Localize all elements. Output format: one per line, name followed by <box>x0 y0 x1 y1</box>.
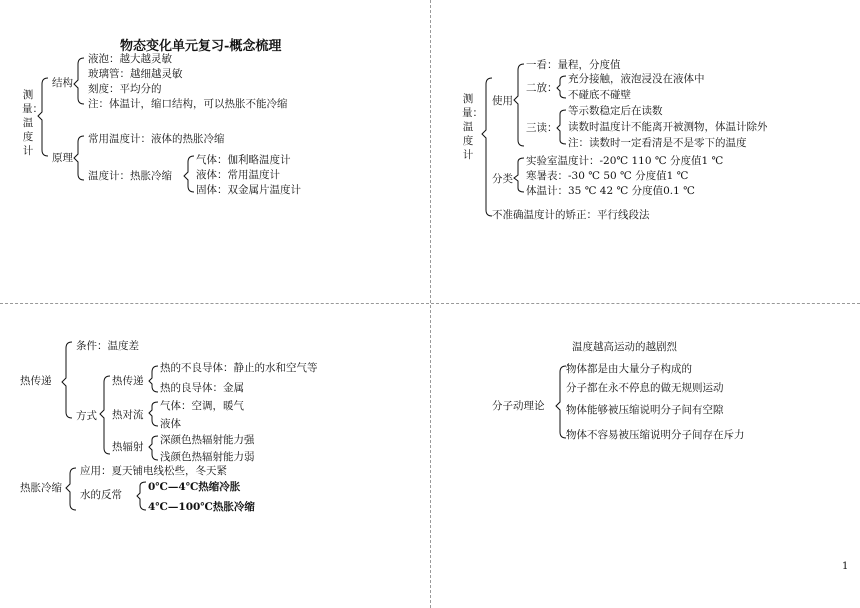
root-char: 测 <box>462 93 474 105</box>
root-char: 量： <box>22 103 43 115</box>
root-char: 度 <box>462 135 474 147</box>
usage-step-read: 三读： <box>526 122 558 134</box>
structure-item: 玻璃管：越细越灵敏 <box>88 68 183 80</box>
structure-item: 液泡：越大越灵敏 <box>88 53 172 65</box>
node-structure: 结构 <box>52 77 73 89</box>
usage-step-place: 二放： <box>526 82 558 94</box>
node-thermal-expansion: 热胀冷缩 <box>20 482 62 494</box>
thermometer-type-item: 液体：常用温度计 <box>196 169 280 181</box>
molecular-item: 分子都在永不停息的做无规则运动 <box>566 382 724 394</box>
root-char: 量： <box>462 107 483 119</box>
structure-item: 注：体温计，缩口结构，可以热胀不能冷缩 <box>88 98 288 110</box>
classification-item: 寒暑表：-30 ℃ 50 ℃ 分度值1 ℃ <box>526 170 689 182</box>
anomaly-item: 0℃—4℃热缩冷胀 <box>148 481 241 493</box>
conduction-item: 热的不良导体：静止的水和空气等 <box>160 362 318 374</box>
place-item: 不碰底不碰壁 <box>568 89 631 101</box>
root-char: 计 <box>22 145 34 157</box>
molecular-item: 物体能够被压缩说明分子间有空隙 <box>566 404 724 416</box>
read-item: 等示数稳定后在读数 <box>568 105 663 117</box>
node-calibration: 不准确温度计的矫正：平行线段法 <box>492 209 650 221</box>
application-item: 应用：夏天铺电线松些，冬天紧 <box>80 465 227 477</box>
place-item: 充分接触，液泡浸没在液体中 <box>568 73 705 85</box>
radiation-item: 浅颜色热辐射能力弱 <box>160 451 255 463</box>
convection-item: 液体 <box>160 418 181 430</box>
node-principle: 原理 <box>52 152 73 164</box>
root-char: 测 <box>22 89 34 101</box>
root-char: 计 <box>462 149 474 161</box>
node-usage: 使用 <box>492 95 513 107</box>
method-radiation: 热辐射 <box>112 441 144 453</box>
convection-item: 气体：空调，暖气 <box>160 400 244 412</box>
classification-item: 实验室温度计：-20℃ 110 ℃ 分度值1 ℃ <box>526 155 724 167</box>
heading-temperature-motion: 温度越高运动的越剧烈 <box>572 341 677 353</box>
root-char: 温 <box>462 121 474 133</box>
root-char: 温 <box>22 117 34 129</box>
node-methods: 方式 <box>76 410 97 422</box>
structure-item: 刻度：平均分的 <box>88 83 162 95</box>
conduction-item: 热的良导体：金属 <box>160 382 244 394</box>
usage-step-look: 一看：量程，分度值 <box>526 59 621 71</box>
molecular-item: 物体都是由大量分子构成的 <box>566 363 692 375</box>
node-molecular-kinetic-theory: 分子动理论 <box>492 400 545 412</box>
condition-item: 条件：温度差 <box>76 340 139 352</box>
principle-item: 常用温度计：液体的热胀冷缩 <box>88 133 225 145</box>
molecular-item: 物体不容易被压缩说明分子间存在斥力 <box>566 429 745 441</box>
method-convection: 热对流 <box>112 409 144 421</box>
root-char: 度 <box>22 131 34 143</box>
method-conduction: 热传递 <box>112 375 144 387</box>
principle-item: 温度计：热胀冷缩 <box>88 170 172 182</box>
radiation-item: 深颜色热辐射能力强 <box>160 434 255 446</box>
node-water-anomaly: 水的反常 <box>80 489 122 501</box>
node-heat-transfer: 热传递 <box>20 375 52 387</box>
page-title: 物态变化单元复习-概念梳理 <box>120 39 282 54</box>
page-number: 1 <box>842 561 849 572</box>
thermometer-type-item: 气体：伽利略温度计 <box>196 154 291 166</box>
read-item: 注：读数时一定看清是不是零下的温度 <box>568 137 747 149</box>
anomaly-item: 4℃—100℃热胀冷缩 <box>148 501 255 513</box>
thermometer-type-item: 固体：双金属片温度计 <box>196 184 301 196</box>
node-classification: 分类 <box>492 173 513 185</box>
read-item: 读数时温度计不能离开被测物，体温计除外 <box>568 121 768 133</box>
classification-item: 体温计：35 ℃ 42 ℃ 分度值0.1 ℃ <box>526 185 695 197</box>
